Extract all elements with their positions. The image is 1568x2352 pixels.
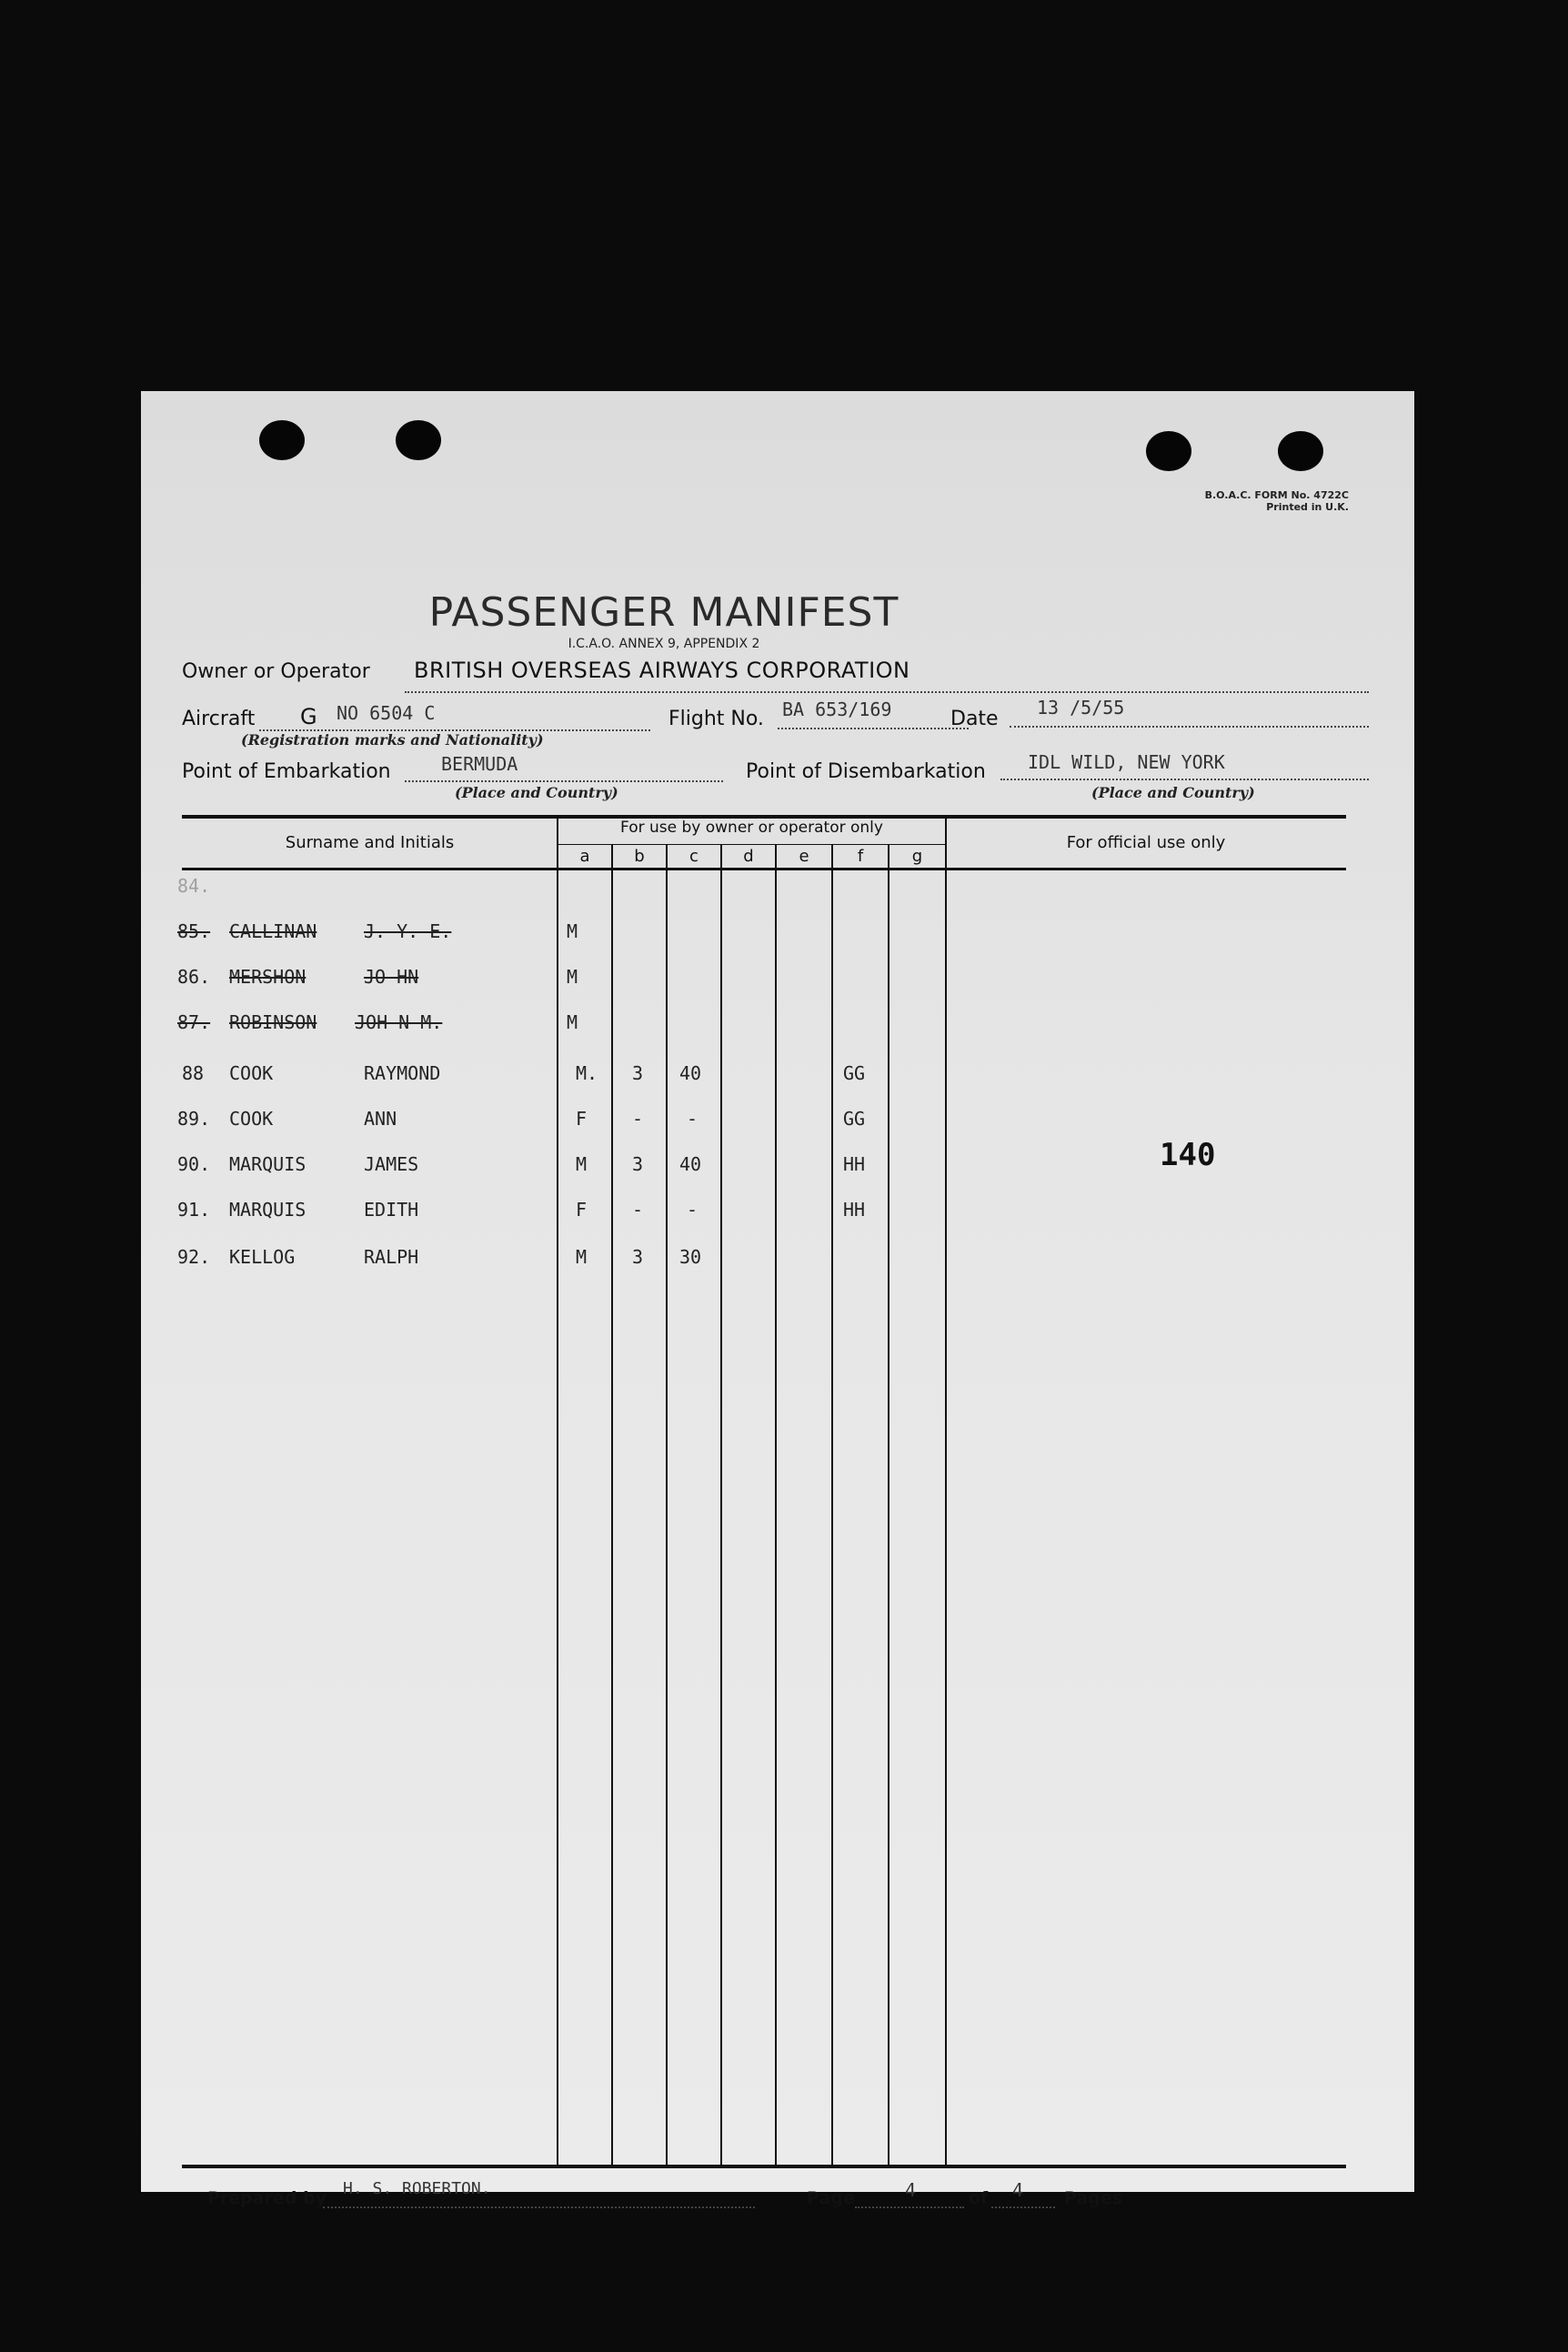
row-number: 89. <box>177 1108 211 1130</box>
row-col-a: F <box>576 1108 588 1130</box>
sub-col-g: g <box>911 847 923 866</box>
row-col-f: GG <box>843 1108 866 1130</box>
embark-label: Point of Embarkation <box>182 760 391 783</box>
row-surname: MARQUIS <box>229 1153 307 1175</box>
row-surname: KELLOG <box>229 1246 296 1268</box>
embark-hint: (Place and Country) <box>455 784 618 801</box>
page-value: 4 <box>905 2179 917 2201</box>
aircraft-hint: (Registration marks and Nationality) <box>241 731 544 749</box>
prepared-label: Prepared by <box>207 2188 327 2208</box>
col-owner-header: For use by owner or operator only <box>620 819 883 837</box>
of-label: of <box>969 2188 989 2208</box>
row-col-a: M. <box>576 1062 598 1084</box>
row-col-c: 30 <box>679 1246 702 1268</box>
col-official-header: For official use only <box>1066 833 1226 852</box>
sub-col-e: e <box>799 847 809 866</box>
sub-col-b: b <box>634 847 645 866</box>
table-row <box>141 875 1414 911</box>
disembark-hint: (Place and Country) <box>1091 784 1255 801</box>
row-col-a: M <box>576 1246 588 1268</box>
sub-col-a: a <box>579 847 590 866</box>
flight-value: BA 653/169 <box>782 699 892 720</box>
disembark-line <box>1000 779 1369 780</box>
col-name-header: Surname and Initials <box>285 833 455 852</box>
table-row <box>141 1011 1414 1048</box>
row-col-a: M <box>567 920 578 942</box>
row-col-a: M <box>567 1011 578 1033</box>
row-number: 87. <box>177 1011 211 1033</box>
row-number: 91. <box>177 1199 211 1221</box>
row-col-b: - <box>632 1108 644 1130</box>
prepared-line <box>323 2206 755 2208</box>
row-initials: RALPH <box>364 1246 419 1268</box>
row-initials: RAYMOND <box>364 1062 441 1084</box>
date-label: Date <box>950 708 999 730</box>
table-row <box>141 920 1414 957</box>
row-col-c: 40 <box>679 1062 702 1084</box>
row-number: 85. <box>177 920 211 942</box>
disembark-value: IDL WILD, NEW YORK <box>1028 751 1225 773</box>
page-subtitle: I.C.A.O. ANNEX 9, APPENDIX 2 <box>568 637 760 651</box>
row-number: 88 <box>182 1062 205 1084</box>
of-value: 4 <box>1012 2179 1024 2201</box>
aircraft-value: NO 6504 C <box>337 702 436 724</box>
table-row <box>141 1199 1414 1235</box>
owner-label: Owner or Operator <box>182 660 370 683</box>
official-note: 140 <box>1160 1137 1216 1173</box>
row-initials: JAMES <box>364 1153 419 1175</box>
punch-hole-1 <box>259 420 305 460</box>
date-line <box>1010 726 1369 728</box>
owner-value: BRITISH OVERSEAS AIRWAYS CORPORATION <box>414 658 910 683</box>
row-col-c: 40 <box>679 1153 702 1175</box>
row-initials: JOH N M. <box>355 1011 443 1033</box>
page-title: PASSENGER MANIFEST <box>428 589 900 636</box>
pages-label: Pages <box>1064 2188 1123 2208</box>
row-col-f: GG <box>843 1062 866 1084</box>
embark-value: BERMUDA <box>441 753 518 775</box>
punch-hole-2 <box>396 420 441 460</box>
flight-line <box>778 728 969 729</box>
row-initials: JO HN <box>364 966 419 988</box>
row-initials: EDITH <box>364 1199 419 1221</box>
page-label: Page <box>807 2188 855 2208</box>
row-number: 86. <box>177 966 211 988</box>
row-col-b: 3 <box>632 1153 644 1175</box>
row-col-c: - <box>687 1108 699 1130</box>
sub-col-f: f <box>857 847 864 866</box>
sub-col-c: c <box>689 847 699 866</box>
punch-hole-4 <box>1278 431 1323 471</box>
table-row <box>141 1153 1414 1190</box>
row-surname: COOK <box>229 1062 274 1084</box>
row-surname: CALLINAN <box>229 920 317 942</box>
page-line <box>855 2206 964 2208</box>
row-surname: MARQUIS <box>229 1199 307 1221</box>
owner-line <box>405 691 1369 693</box>
row-number: 90. <box>177 1153 211 1175</box>
row-col-a: F <box>576 1199 588 1221</box>
manifest-sheet <box>141 391 1414 2208</box>
row-col-b: 3 <box>632 1062 644 1084</box>
table-row <box>141 1062 1414 1099</box>
row-col-f: HH <box>843 1199 866 1221</box>
row-number: 92. <box>177 1246 211 1268</box>
row-col-c: - <box>687 1199 699 1221</box>
date-value: 13 /5/55 <box>1037 697 1125 719</box>
row-surname: MERSHON <box>229 966 307 988</box>
embark-line <box>405 780 723 782</box>
row-surname: ROBINSON <box>229 1011 317 1033</box>
row-col-a: M <box>576 1153 588 1175</box>
disembark-label: Point of Disembarkation <box>746 760 986 783</box>
table-header-rule <box>182 868 1346 870</box>
table-row <box>141 966 1414 1002</box>
row-surname: COOK <box>229 1108 274 1130</box>
sub-col-d: d <box>743 847 754 866</box>
row-col-a: M <box>567 966 578 988</box>
row-initials: ANN <box>364 1108 397 1130</box>
row-col-b: 3 <box>632 1246 644 1268</box>
form-number: B.O.A.C. FORM No. 4722C Printed in U.K. <box>1204 489 1349 513</box>
punch-hole-3 <box>1146 431 1191 471</box>
table-row <box>141 1108 1414 1144</box>
row-number: 84. <box>177 875 211 897</box>
table-row <box>141 1246 1414 1282</box>
footer-rule <box>182 2165 1346 2168</box>
aircraft-label: Aircraft <box>182 708 256 730</box>
of-line <box>991 2206 1055 2208</box>
row-col-f: HH <box>843 1153 866 1175</box>
row-initials: J. Y. E. <box>364 920 452 942</box>
prepared-value: H. S. ROBERTON. <box>343 2179 491 2198</box>
flight-label: Flight No. <box>668 708 764 730</box>
aircraft-prefix: G <box>300 704 318 729</box>
row-col-b: - <box>632 1199 644 1221</box>
